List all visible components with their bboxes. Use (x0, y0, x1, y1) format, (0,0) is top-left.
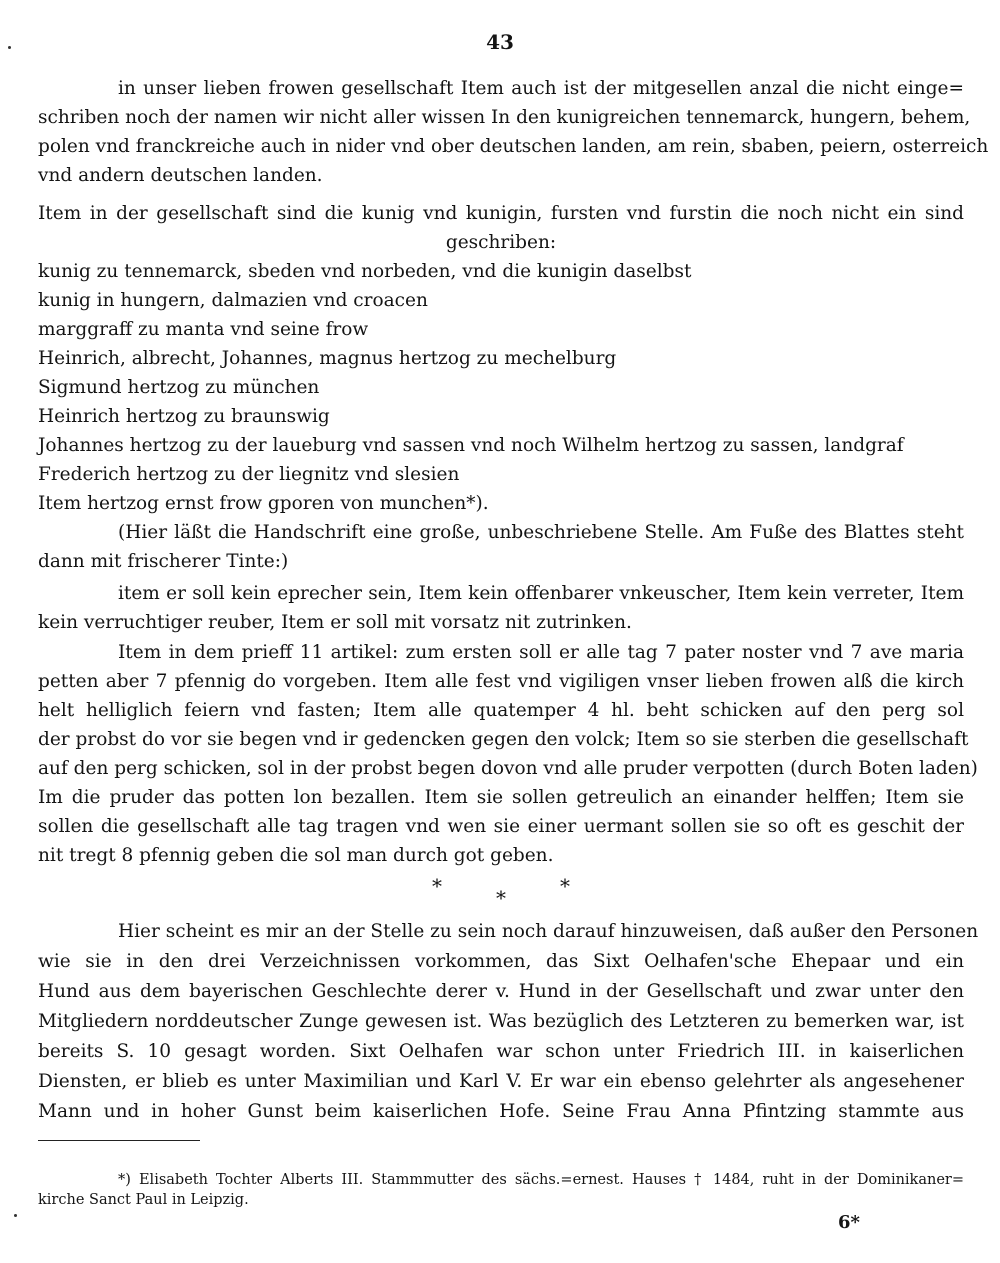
text-line: Hund aus dem bayerischen Geschlechte derer v. Hund in der Gesellschaft und zwar unter den (38, 981, 964, 1002)
text-line: Im die pruder das potten lon bezallen. Item sie sollen getreulich an einander helffen; Item sie (38, 787, 964, 808)
asterisk: * (496, 886, 506, 910)
text-line: Item in dem prieff 11 artikel: zum ersten soll er alle tag 7 pater noster vnd 7 ave maria (118, 642, 964, 663)
list-item: marggraff zu manta vnd seine frow (38, 319, 369, 340)
text-line: Mitgliedern norddeutscher Zunge gewesen ist. Was bezüglich des Letzteren zu bemerken war, ist (38, 1011, 964, 1032)
text-line: polen vnd franckreiche auch in nider vnd ober deutschen landen, am rein, sbaben, peiern, osterreich (38, 136, 989, 157)
list-item: Heinrich hertzog zu braunswig (38, 406, 330, 427)
text-line: geschriben: (445, 232, 557, 253)
asterisk: * (432, 874, 442, 898)
text-line: sollen die gesellschaft alle tag tragen vnd wen sie einer uermant sollen sie so oft es geschit der (38, 816, 964, 837)
list-item: kunig in hungern, dalmazien vnd croacen (38, 290, 428, 311)
text-line: in unser lieben frowen gesellschaft Item auch ist der mitgesellen anzal die nicht einge= (118, 78, 964, 99)
list-item: Heinrich, albrecht, Johannes, magnus hertzog zu mechelburg (38, 348, 617, 369)
ink-speck (8, 46, 11, 49)
text-line: der probst do vor sie begen vnd ir gedencken gegen den volck; Item so sie sterben die gesellschaft (38, 729, 969, 750)
text-line: nit tregt 8 pfennig geben die sol man durch got geben. (38, 845, 554, 866)
text-line: (Hier läßt die Handschrift eine große, unbeschriebene Stelle. Am Fuße des Blattes steht (118, 522, 964, 543)
asterisk: * (560, 874, 570, 898)
text-line: wie sie in den drei Verzeichnissen vorkommen, das Sixt Oelhafen'sche Ehepaar und ein (38, 951, 964, 972)
list-item: Item hertzog ernst frow gporen von munchen*). (38, 493, 489, 514)
list-item: kunig zu tennemarck, sbeden vnd norbeden, vnd die kunigin daselbst (38, 261, 692, 282)
text-line: dann mit frischerer Tinte:) (38, 551, 289, 572)
text-line: Diensten, er blieb es unter Maximilian und Karl V. Er war ein ebenso gelehrter als angesehener (38, 1071, 964, 1092)
footnote-line: kirche Sanct Paul in Leipzig. (38, 1192, 249, 1208)
text-line: helt helliglich feiern vnd fasten; Item alle quatemper 4 hl. beht schicken auf den perg sol (38, 700, 964, 721)
text-line: bereits S. 10 gesagt worden. Sixt Oelhafen war schon unter Friedrich III. in kaiserlichen (38, 1041, 964, 1062)
text-line: auf den perg schicken, sol in der probst begen dovon vnd alle pruder verpotten (durch Boten laden) (38, 758, 978, 779)
text-line: petten aber 7 pfennig do vorgeben. Item alle fest vnd vigiligen vnser lieben frowen alß die kirch (38, 671, 964, 692)
text-line: vnd andern deutschen landen. (38, 165, 323, 186)
list-item: Sigmund hertzog zu münchen (38, 377, 320, 398)
text-line: kein verruchtiger reuber, Item er soll mit vorsatz nit zutrinken. (38, 612, 632, 633)
ink-speck (14, 1214, 17, 1217)
list-item: Frederich hertzog zu der liegnitz vnd slesien (38, 464, 460, 485)
footnote-rule (38, 1140, 200, 1141)
text-line: schriben noch der namen wir nicht aller wissen In den kunigreichen tennemarck, hungern, behem, (38, 107, 971, 128)
text-line: Mann und in hoher Gunst beim kaiserlichen Hofe. Seine Frau Anna Pfintzing stammte aus (38, 1101, 964, 1122)
text-line: Hier scheint es mir an der Stelle zu sein noch darauf hinzuweisen, daß außer den Personen (118, 921, 979, 942)
list-item: Johannes hertzog zu der laueburg vnd sassen vnd noch Wilhelm hertzog zu sassen, landgraf (38, 435, 904, 456)
signature-mark: 6* (838, 1212, 860, 1233)
footnote-line: *) Elisabeth Tochter Alberts III. Stammmutter des sächs.=ernest. Hauses † 1484, ruht in der Dominikaner= (118, 1172, 964, 1188)
page-number: 43 (486, 30, 514, 54)
text-line: item er soll kein eprecher sein, Item kein offenbarer vnkeuscher, Item kein verreter, Item (118, 583, 964, 604)
text-line: Item in der gesellschaft sind die kunig vnd kunigin, fursten vnd furstin die noch nicht ein sind (38, 203, 964, 224)
